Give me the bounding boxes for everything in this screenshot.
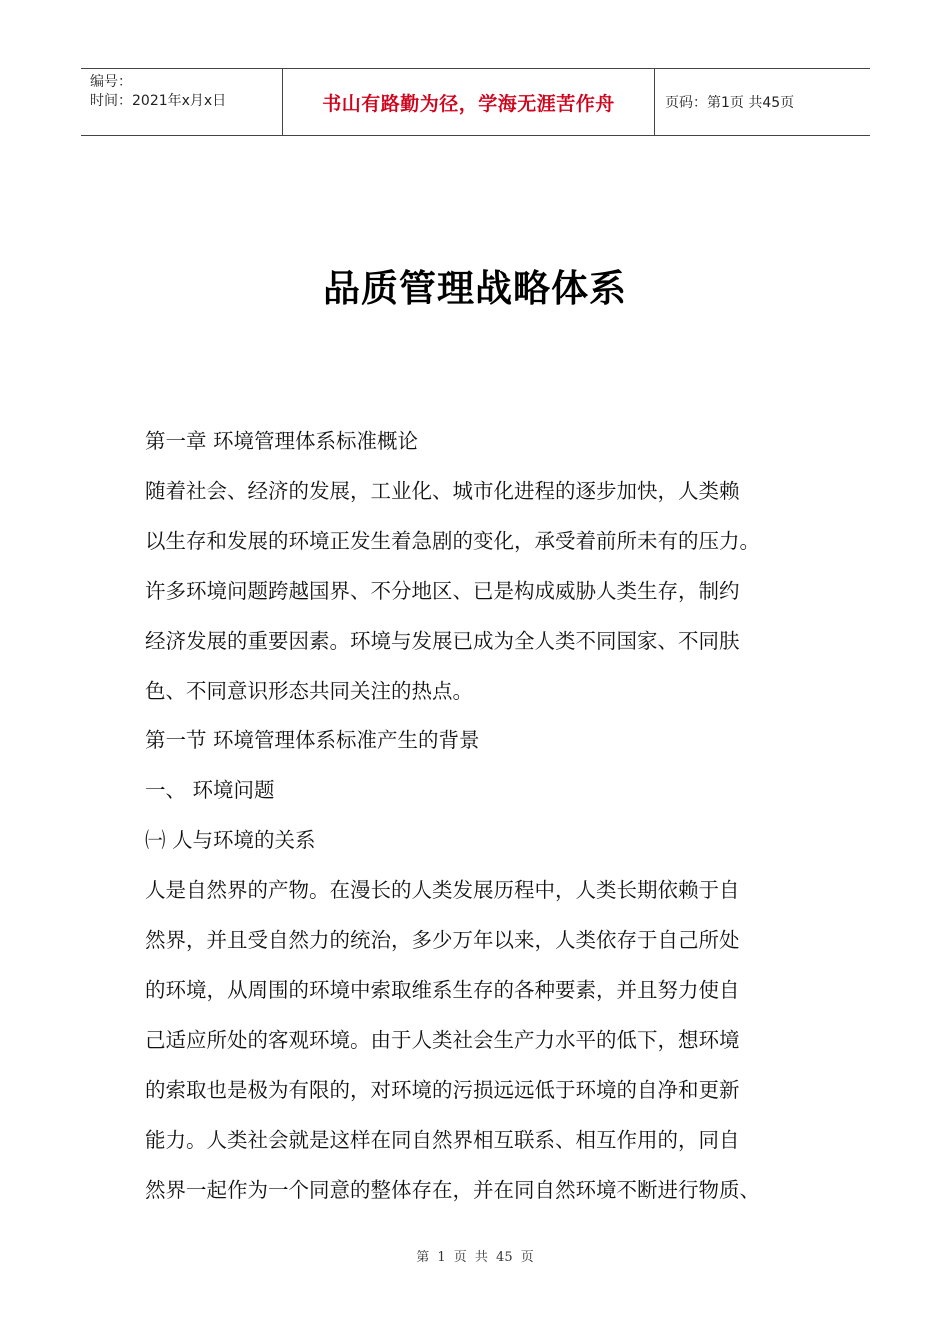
body-line: 一、 环境问题 <box>145 778 275 803</box>
body-line: 第一节 环境管理体系标准产生的背景 <box>145 728 480 753</box>
body-line: ㈠ 人与环境的关系 <box>145 828 316 853</box>
header-page-info: 页码：第1页 共45页 <box>665 95 795 111</box>
body-line: 经济发展的重要因素。环境与发展已成为全人类不同国家、不同肤 <box>145 628 740 653</box>
page-footer: 第 1 页 共 45 页 <box>416 1250 534 1265</box>
body-line: 能力。人类社会就是这样在同自然界相互联系、相互作用的，同自 <box>145 1127 740 1152</box>
header-meta <box>81 69 282 135</box>
body-line: 许多环境问题跨越国界、不分地区、已是构成威胁人类生存，制约 <box>145 578 740 603</box>
document-number-label: 编号： <box>90 74 132 90</box>
page-header <box>81 68 870 136</box>
body-line: 随着社会、经济的发展，工业化、城市化进程的逐步加快，人类赖 <box>145 478 740 503</box>
body-line: 以生存和发展的环境正发生着急剧的变化，承受着前所未有的压力。 <box>145 528 760 553</box>
document-title: 品质管理战略体系 <box>323 267 627 310</box>
body-line: 的环境，从周围的环境中索取维系生存的各种要素，并且努力使自 <box>145 977 740 1002</box>
body-line: 的索取也是极为有限的，对环境的污损远远低于环境的自净和更新 <box>145 1077 740 1102</box>
body-line: 人是自然界的产物。在漫长的人类发展历程中，人类长期依赖于自 <box>145 878 740 903</box>
body-line: 然界，并且受自然力的统治，多少万年以来，人类依存于自己所处 <box>145 928 740 953</box>
document-body <box>145 417 835 1216</box>
body-line: 己适应所处的客观环境。由于人类社会生产力水平的低下，想环境 <box>145 1027 740 1052</box>
header-motto: 书山有路勤为径，学海无涯苦作舟 <box>282 69 655 135</box>
body-line: 第一章 环境管理体系标准概论 <box>145 429 419 453</box>
body-line: 色、不同意识形态共同关注的热点。 <box>145 678 473 703</box>
body-line: 然界一起作为一个同意的整体存在，并在同自然环境不断进行物质、 <box>145 1177 760 1202</box>
document-date: 时间：2021年x月x日 <box>90 93 227 109</box>
